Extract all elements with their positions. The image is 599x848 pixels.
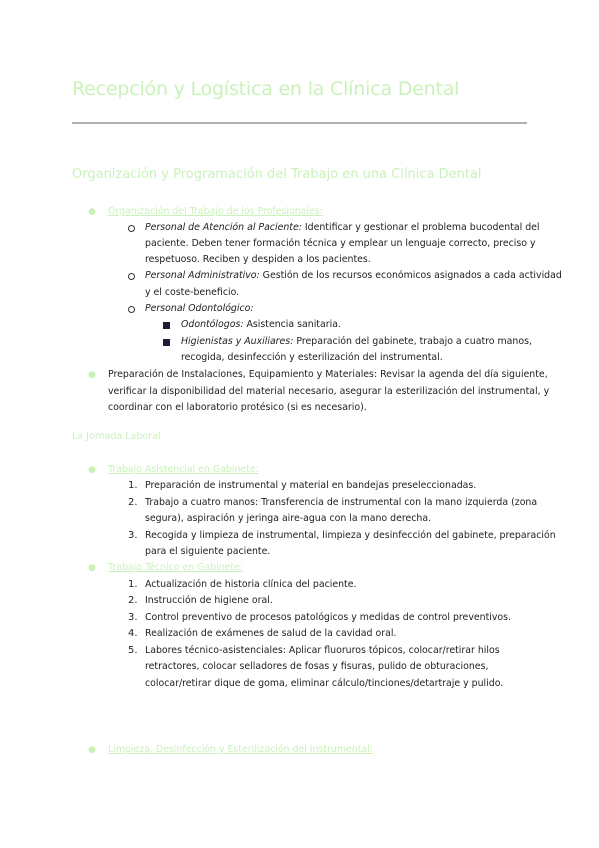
sub-item-atencion-line2: paciente. Deben tener formación técnica y emplear un lenguaje correcto, preciso y xyxy=(145,238,536,249)
text: Asistencia sanitaria. xyxy=(243,319,341,330)
bullet-instalaciones-line2: verificar la disponibilidad del material necesario, asegurar la esterilización del instrumental, y xyxy=(108,386,550,397)
list-number: 2. xyxy=(128,497,138,508)
section-heading-jornada: La Jornada Laboral xyxy=(72,431,161,442)
sub-item-administrativo-line2: y el coste-beneficio. xyxy=(145,287,240,298)
term: Higienistas y Auxiliares: xyxy=(181,336,294,347)
subsub-item-higienistas-line2: recogida, desinfección y esterilización del instrumental. xyxy=(181,352,443,363)
link-limpieza-desinfeccion[interactable] xyxy=(108,744,373,756)
bullet-label: Trabajo Asistencial en Gabinete: xyxy=(108,464,259,475)
list-item: Recogida y limpieza de instrumental, limpieza y desinfección del gabinete, preparación xyxy=(145,530,556,541)
list-item-cont: segura), aspiración y jeringa aire-agua con la mano derecha. xyxy=(145,513,432,524)
text: Identificar y gestionar el problema bucodental del xyxy=(301,222,540,233)
link-trabajo-asistencial[interactable] xyxy=(108,464,259,476)
list-item: Preparación de instrumental y material en bandejas preseleccionadas. xyxy=(145,480,477,491)
link-organizacion-profesionales[interactable] xyxy=(108,206,323,218)
text: Gestión de los recursos económicos asignados a cada actividad xyxy=(259,270,562,281)
list-number: 3. xyxy=(128,612,138,623)
title-divider xyxy=(72,122,527,124)
text: Preparación del gabinete, trabajo a cuatro manos, xyxy=(293,336,532,347)
sub-item-atencion-line3: respetuoso. Reciben y despiden a los pacientes. xyxy=(145,254,371,265)
round-bullet-icon: ● xyxy=(88,370,96,380)
subsub-item-higienistas-line1 xyxy=(181,336,532,348)
bullet-instalaciones-line3: coordinar con el laboratorio protésico (si es necesario). xyxy=(108,402,367,413)
list-number: 3. xyxy=(128,530,138,541)
list-item: Labores técnico-asistenciales: Aplicar fluoruros tópicos, colocar/retirar hilos xyxy=(145,645,500,656)
bullet-instalaciones-line1: Preparación de Instalaciones, Equipamiento y Materiales: Revisar la agenda del día siguiente, xyxy=(108,369,548,380)
term: Personal Odontológico: xyxy=(145,303,254,314)
list-number: 1. xyxy=(128,480,138,491)
square-bullet-icon xyxy=(163,322,170,329)
circle-bullet-icon xyxy=(128,306,135,313)
bullet-label: Trabajo Técnico en Gabinete: xyxy=(108,562,243,573)
list-item: Instrucción de higiene oral. xyxy=(145,595,273,606)
list-number: 1. xyxy=(128,579,138,590)
list-number: 4. xyxy=(128,628,138,639)
list-number: 2. xyxy=(128,595,138,606)
sub-item-administrativo-line1 xyxy=(145,270,562,282)
section-heading-organizacion: Organización y Programación del Trabajo en una Clínica Dental xyxy=(72,167,482,182)
round-bullet-icon: ● xyxy=(88,563,96,573)
circle-bullet-icon xyxy=(128,225,135,232)
list-item: Realización de exámenes de salud de la cavidad oral. xyxy=(145,628,397,639)
bullet-label: Limpieza, Desinfección y Esterilización del Instrumental: xyxy=(108,744,373,755)
list-item-cont: para el siguiente paciente. xyxy=(145,546,271,557)
list-item: Actualización de historia clínica del paciente. xyxy=(145,579,357,590)
term: Personal de Atención al Paciente: xyxy=(145,222,302,233)
square-bullet-icon xyxy=(163,339,170,346)
term: Odontólogos: xyxy=(181,319,244,330)
subsub-item-odontologos xyxy=(181,319,341,331)
round-bullet-icon: ● xyxy=(88,745,96,755)
list-item-cont: retractores, colocar selladores de fosas y fisuras, pulido de obturaciones, xyxy=(145,661,489,672)
circle-bullet-icon xyxy=(128,273,135,280)
sub-item-odontologico xyxy=(145,303,254,315)
sub-item-atencion-line1 xyxy=(145,222,540,234)
term: Personal Administrativo: xyxy=(145,270,260,281)
round-bullet-icon: ● xyxy=(88,207,96,217)
list-item: Control preventivo de procesos patológicos y medidas de control preventivos. xyxy=(145,612,512,623)
round-bullet-icon: ● xyxy=(88,465,96,475)
bullet-label: Organización del Trabajo de los Profesionales: xyxy=(108,206,323,217)
list-number: 5. xyxy=(128,645,138,656)
page-title: Recepción y Logística en la Clínica Dental xyxy=(72,78,460,100)
list-item-cont: colocar/retirar dique de goma, eliminar cálculo/tinciones/detartraje y pulido. xyxy=(145,678,504,689)
link-trabajo-tecnico[interactable] xyxy=(108,562,243,574)
list-item: Trabajo a cuatro manos: Transferencia de instrumental con la mano izquierda (zona xyxy=(145,497,538,508)
